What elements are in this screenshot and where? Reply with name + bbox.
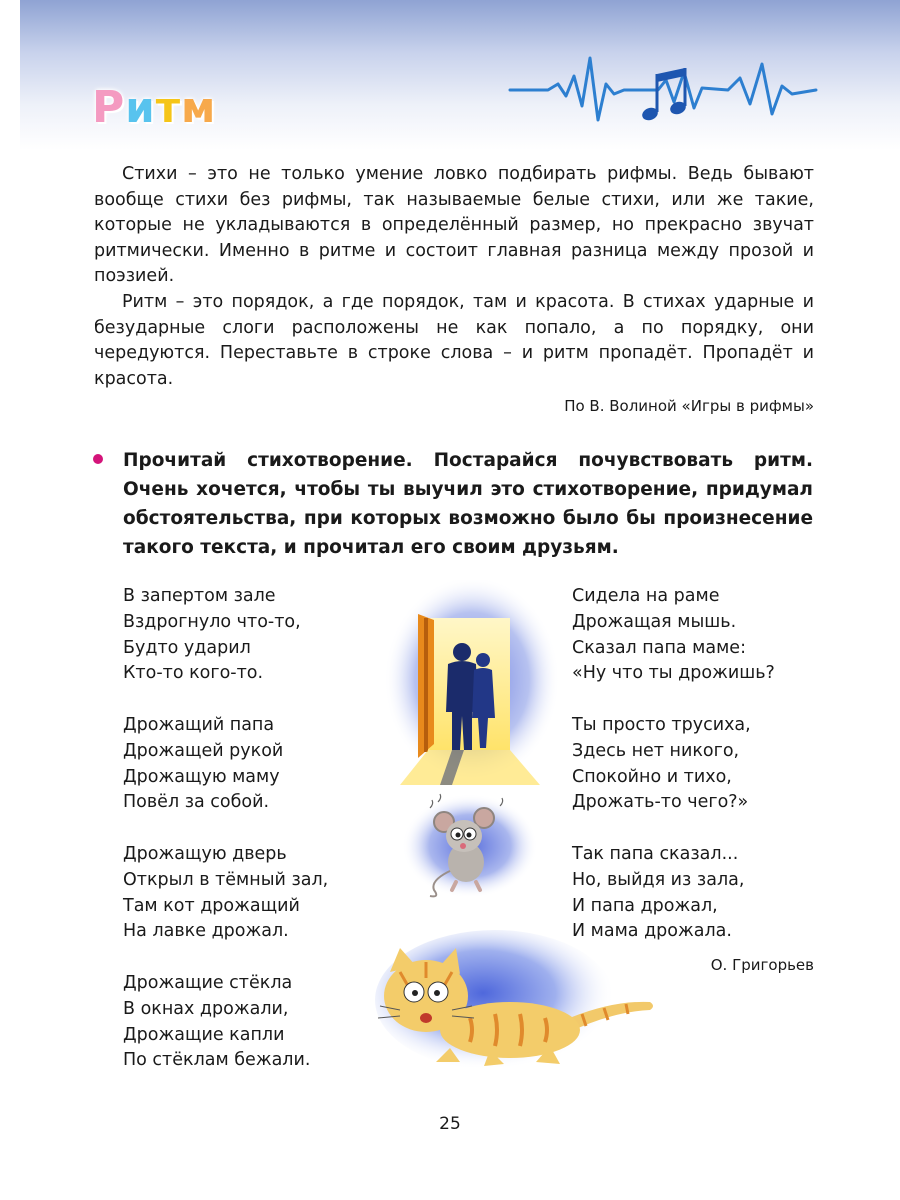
poem-line: Дрожащая мышь. [572, 611, 737, 632]
poem-stanza [123, 713, 328, 816]
open-door-silhouettes-illustration [380, 580, 560, 790]
trembling-mouse-illustration [400, 790, 540, 900]
poem-line: Так папа сказал... [572, 843, 739, 864]
task-text: Прочитай стихотворение. Постарайся почувствовать ритм. Очень хочется, чтобы ты выучил это стихотворение, придумал обстоятельства, при которых возможно было бы произнесение такого текста, и прочитал его своим друзьям. [123, 450, 813, 558]
page-number: 25 [439, 1114, 461, 1134]
poem-line: Дрожащие стёкла [123, 972, 293, 993]
poem-line: Сидела на раме [572, 586, 720, 606]
poem-line: Открыл в тёмный зал, [123, 869, 329, 890]
poem-line: Дрожать-то чего?» [572, 792, 749, 813]
intro-text [94, 162, 814, 392]
poem-stanza [123, 842, 328, 945]
poem-line: Спокойно и тихо, [572, 766, 732, 787]
title-letter: т [155, 83, 182, 132]
poem-line: Дрожащий папа [123, 714, 275, 735]
poem-line: Сказал папа маме: [572, 637, 746, 658]
poem-left-column [123, 584, 328, 1100]
poem-line: Здесь нет никого, [572, 740, 740, 761]
poem-stanza [572, 713, 775, 816]
poem-line: И папа дрожал, [572, 895, 718, 916]
poem-line: «Ну что ты дрожишь? [572, 663, 775, 684]
poem-stanza [123, 971, 328, 1074]
poem-line: Дрожащую маму [123, 766, 280, 787]
poem-line: Дрожащей рукой [123, 740, 284, 761]
poem-line: Повёл за собой. [123, 792, 270, 813]
poem-stanza [572, 584, 775, 687]
title-letter: и [125, 83, 156, 132]
intro-paragraph: Стихи – это не только умение ловко подбирать рифмы. Ведь бывают вообще стихи без рифмы, так называемые белые стихи, или же такие, которые не укладываются в определённый размер, но прекрасно звучат ритмически. Именно в ритме и состоит главная разница между прозой и поэзией. [94, 164, 814, 287]
poem-line: В окнах дрожали, [123, 998, 289, 1019]
poem-right-column [572, 584, 775, 971]
page-title [92, 82, 216, 132]
poem-line: Но, выйдя из зала, [572, 869, 745, 890]
title-letter: м [181, 83, 217, 132]
poem-author: О. Григорьев [710, 956, 814, 974]
title-letter: Р [92, 82, 126, 133]
poem-line: Кто-то кого-то. [123, 663, 264, 684]
intro-paragraph: Ритм – это порядок, а где порядок, там и красота. В стихах ударные и безударные слоги расположены не как попало, а по порядку, они чередуются. Переставьте в строке слова – и ритм пропадёт. Пропадёт и красота. [94, 291, 814, 389]
task-bullet [93, 454, 103, 464]
poem-line: В запертом зале [123, 586, 276, 606]
poem-line: И мама дрожала. [572, 921, 732, 942]
poem-line: На лавке дрожал. [123, 921, 289, 942]
intro-source: По В. Волиной «Игры в рифмы» [564, 397, 814, 415]
poem-stanza [123, 584, 328, 687]
rhythm-wave-music-note-icon [508, 50, 818, 130]
poem-line: Дрожащую дверь [123, 843, 287, 864]
scared-cat-illustration [360, 930, 660, 1080]
poem-line: Там кот дрожащий [123, 895, 300, 916]
poem-line: Вздрогнуло что-то, [123, 611, 301, 632]
poem-line: Будто ударил [123, 637, 251, 658]
poem-line: По стёклам бежали. [123, 1050, 311, 1071]
poem-line: Дрожащие капли [123, 1024, 285, 1045]
poem-line: Ты просто трусиха, [572, 714, 751, 735]
